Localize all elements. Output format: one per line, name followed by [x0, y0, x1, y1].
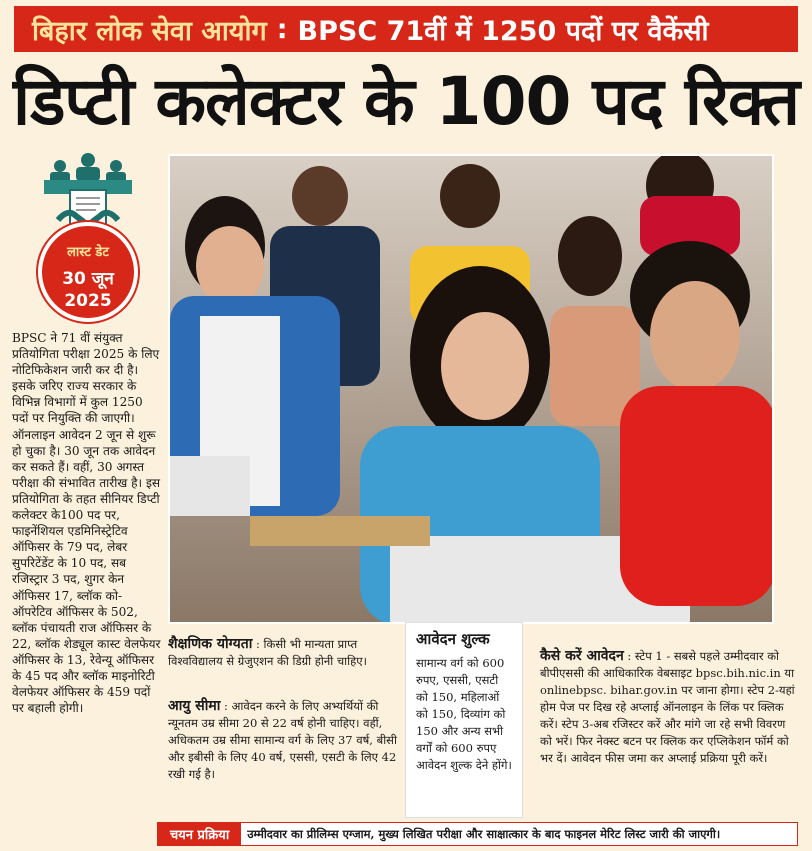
selection-process-bar — [157, 822, 798, 846]
age-limit-section — [168, 698, 402, 783]
fee-heading: आवेदन शुल्क — [416, 630, 490, 648]
intro-paragraph: BPSC ने 71 वीं संयुक्त प्रतियोगिता परीक्षा 2025 के लिए नोटिफिकेशन जारी कर दी है। इसके जरिए राज्य सरकार के विभिन्न विभागों में कुल 1250 पदों पर नियुक्ति की जाएगी। ऑनलाइन आवेदन 2 जून से शुरू हो चुका है। 30 जून तक आवेदन कर सकते हैं। वहीं, 30 अगस्त परीक्षा की संभावित तारीख है। इस प्रतियोगिता के तहत सीनियर डिप्टी कलेक्टर के100 पद पर, फाइनेंशियल एडमिनिस्ट्रेटिव ऑफिसर के 79 पद, लेबर सुपरिटेंडेंट के 10 पद, सब रजिस्ट्रार 3 पद, शुगर केन ऑफिसर 17, ब्लॉक को-ऑपरेटिव ऑफिसर के 502, ब्लॉक पंचायती राज ऑफिसर के 22, ब्लॉक शेड्यूल कास्ट वेलफेयर ऑफिसर के 13, रेवेन्यू ऑफिसर के 45 पद और ब्लॉक माइनोरिटी वेलफेयर ऑफिसर के 459 पदों पर बहाली होगी। — [12, 331, 161, 716]
top-banner — [14, 6, 798, 52]
age-limit-text: : आवेदन करने के लिए अभ्यर्थियों की न्यूनतम उम्र सीमा 20 से 22 वर्ष होनी चाहिए। वहीं, अधिकतम उम्र सीमा सामान्य वर्ग के लिए 37 वर्ष, बीसी और इबीसी के लिए 40 वर्ष, एससी, एसटी के लिए 42 रखी गई है। — [168, 699, 397, 781]
organization-name: बिहार लोक सेवा आयोग — [32, 15, 267, 47]
deadline-year: 2025 — [64, 291, 112, 311]
fee-text: सामान्य वर्ग को 600 रुपए, एससी, एसटी को 150, महिलाओं को 150, दिव्यांग को 150 और अन्य सभी वर्गों को 600 रुपए आवेदन शुल्क देने होंगे। — [416, 656, 512, 772]
banner-text: BPSC 71वीं में 1250 पदों पर वैकेंसी — [297, 15, 709, 47]
deadline-day-month: 30 जून — [62, 269, 114, 289]
banner-separator: : — [276, 13, 288, 45]
qualification-section — [168, 636, 402, 670]
qualification-heading: शैक्षणिक योग्यता — [168, 636, 253, 652]
how-to-apply-section — [540, 648, 798, 767]
selection-heading: चयन प्रक्रिया — [158, 823, 241, 845]
deadline-badge — [38, 222, 138, 322]
qualification-text: : किसी भी मान्यता प्राप्त विश्वविद्यालय से ग्रेजुएशन की डिग्री होनी चाहिए। — [168, 637, 367, 668]
students-photo — [168, 154, 774, 624]
selection-text: उम्मीदवार का प्रीलिम्स एग्जाम, मुख्य लिखित परीक्षा और साक्षात्कार के बाद फाइनल मेरिट लिस्ट जारी की जाएगी। — [247, 826, 721, 841]
age-limit-heading: आयु सीमा — [168, 698, 221, 714]
deadline-label: लास्ट डेट — [67, 245, 109, 260]
how-to-apply-heading: कैसे करें आवेदन — [540, 648, 624, 664]
headline: डिप्टी कलेक्टर के 100 पद रिक्त — [12, 63, 800, 140]
how-to-apply-text: : स्टेप 1 - सबसे पहले उम्मीदवार को बीपीएससी की आधिकारिक वेबसाइट bpsc.bih.nic.in या onlinebpsc. bihar.gov.in पर जाना होगा। स्टेप 2-यहां होम पेज पर दिख रहे अप्लाई ऑनलाइन के लिंक पर क्लिक करें। स्टेप 3-अब रजिस्टर करें और मांगे जा रहे सभी विवरण को भरें। फिर नेक्स्ट बटन पर क्लिक कर एप्लिकेशन फॉर्म को भर दें। आवेदन फीस जमा कर अप्लाई प्रक्रिया पूरी करें। — [540, 649, 795, 765]
fee-box — [405, 622, 523, 818]
